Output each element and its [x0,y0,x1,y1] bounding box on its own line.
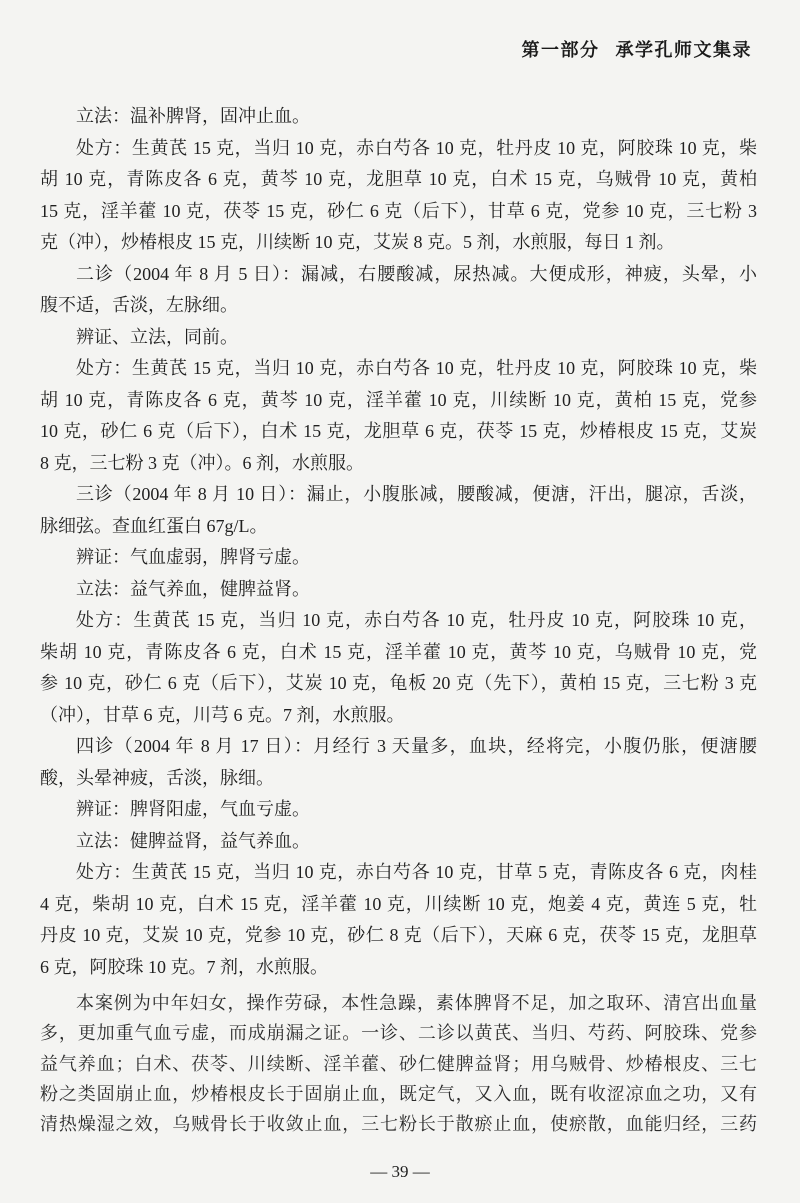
running-head-part: 第一部分 [521,40,600,60]
text-line: 处方：生黄芪 15 克，当归 10 克，赤白芍各 10 克，牡丹皮 10 克，阿胶珠 10 克， [76,610,757,630]
text-line: 粉之类固崩止血，炒椿根皮长于固崩止血，既定气，又入血，既有收涩凉血之功，又有 [40,1083,757,1104]
text-line: 辨证：气血虚弱，脾肾亏虚。 [76,547,310,567]
treatment-principle-4 [40,826,757,858]
running-head-title: 承学孔师文集录 [615,40,752,60]
prescription-4 [40,857,757,983]
text-line: 益气养血；白术、茯苓、川续断、淫羊藿、砂仁健脾益肾；用乌贼骨、炒椿根皮、三七 [40,1053,757,1074]
third-visit [40,479,757,542]
text-line: 清热燥湿之效，乌贼骨长于收敛止血，三七粉长于散瘀止血，使瘀散，血能归经，三药 [40,1114,757,1135]
text-line: 处方：生黄芪 15 克，当归 10 克，赤白芍各 10 克，牡丹皮 10 克，阿胶珠 10 克，柴 [76,137,757,158]
text-line: 6 克，阿胶珠 10 克。7 剂，水煎服。 [40,956,328,977]
text-line: 辨证：脾肾阳虚，气血亏虚。 [76,799,310,819]
text-line: 三诊（2004 年 8 月 10 日）：漏止，小腹胀减，腰酸减，便溏，汗出，腿凉，舌淡， [76,484,757,504]
text-line: 15 克，淫羊藿 10 克，茯苓 15 克，砂仁 6 克（后下），甘草 6 克，党参 10 克，三七粉 3 [40,200,757,221]
text-line: 酸，头晕神疲，舌淡，脉细。 [40,767,274,788]
text-line: 10 克，砂仁 6 克（后下），白术 15 克，龙胆草 6 克，茯苓 15 克，炒椿根皮 15 克，艾炭 [40,421,757,441]
running-head [522,38,753,62]
text-line: 脉细弦。查血红蛋白 67g/L。 [40,515,268,536]
second-visit [40,259,757,322]
text-line: 二诊（2004 年 8 月 5 日）：漏减，右腰酸减，尿热减。大便成形，神疲，头晕，小 [76,263,757,284]
prescription-3 [40,605,757,731]
text-line: 参 10 克，砂仁 6 克（后下），艾炭 10 克，龟板 20 克（先下），黄柏 15 克，三七粉 3 克 [40,673,757,693]
differentiation-and-principle [40,322,757,354]
text-line: 4 克，柴胡 10 克，白术 15 克，淫羊藿 10 克，川续断 10 克，炮姜 4 克，黄连 5 克，牡 [40,893,757,914]
text-line: 腹不适，舌淡，左脉细。 [40,295,238,315]
treatment-principle-3 [40,574,757,606]
case-commentary [40,988,757,1139]
prescription-2 [40,353,757,479]
syndrome-differentiation-3 [40,542,757,574]
fourth-visit [40,731,757,794]
text-line: 柴胡 10 克，青陈皮各 6 克，白术 15 克，淫羊藿 10 克，黄芩 10 克，乌贼骨 10 克，党 [40,641,757,662]
text-line: 胡 10 克，青陈皮各 6 克，黄芩 10 克，淫羊藿 10 克，川续断 10 克，黄柏 15 克，党参 [40,389,757,410]
text-line: 本案例为中年妇女，操作劳碌，本性急躁，素体脾肾不足，加之取环、清宫出血量 [76,993,757,1013]
text-line: 处方：生黄芪 15 克，当归 10 克，赤白芍各 10 克，牡丹皮 10 克，阿胶珠 10 克，柴 [76,358,757,378]
syndrome-differentiation-4 [40,794,757,826]
text-line: 四诊（2004 年 8 月 17 日）：月经行 3 天量多，血块，经将完，小腹仍胀，便溏腰 [76,736,757,756]
body-text [40,101,757,1139]
text-line: 丹皮 10 克，艾炭 10 克，党参 10 克，砂仁 8 克（后下），天麻 6 克，茯苓 15 克，龙胆草 [40,925,757,945]
text-line: （冲），甘草 6 克，川芎 6 克。7 剂，水煎服。 [40,704,405,725]
text-line: 胡 10 克，青陈皮各 6 克，黄芩 10 克，龙胆草 10 克，白术 15 克，乌贼骨 10 克，黄柏 [40,169,757,189]
text-line: 立法：健脾益肾，益气养血。 [76,830,310,851]
text-line: 克（冲），炒椿根皮 15 克，川续断 10 克，艾炭 8 克。5 剂，水煎服，每日 1 剂。 [40,232,675,252]
prescription-1 [40,133,757,259]
text-line: 8 克，三七粉 3 克（冲）。6 剂，水煎服。 [40,452,364,473]
page-number: — 39 — [370,1162,430,1181]
text-line: 处方：生黄芪 15 克，当归 10 克，赤白芍各 10 克，甘草 5 克，青陈皮各 6 克，肉桂 [76,862,757,882]
text-line: 多，更加重气血亏虚，而成崩漏之证。一诊、二诊以黄芪、当归、芍药、阿胶珠、党参 [40,1023,757,1044]
text-line: 辨证、立法，同前。 [76,326,238,347]
text-line: 立法：益气养血，健脾益肾。 [76,578,310,599]
treatment-principle [40,101,757,133]
text-line: 立法：温补脾肾，固冲止血。 [76,106,310,126]
